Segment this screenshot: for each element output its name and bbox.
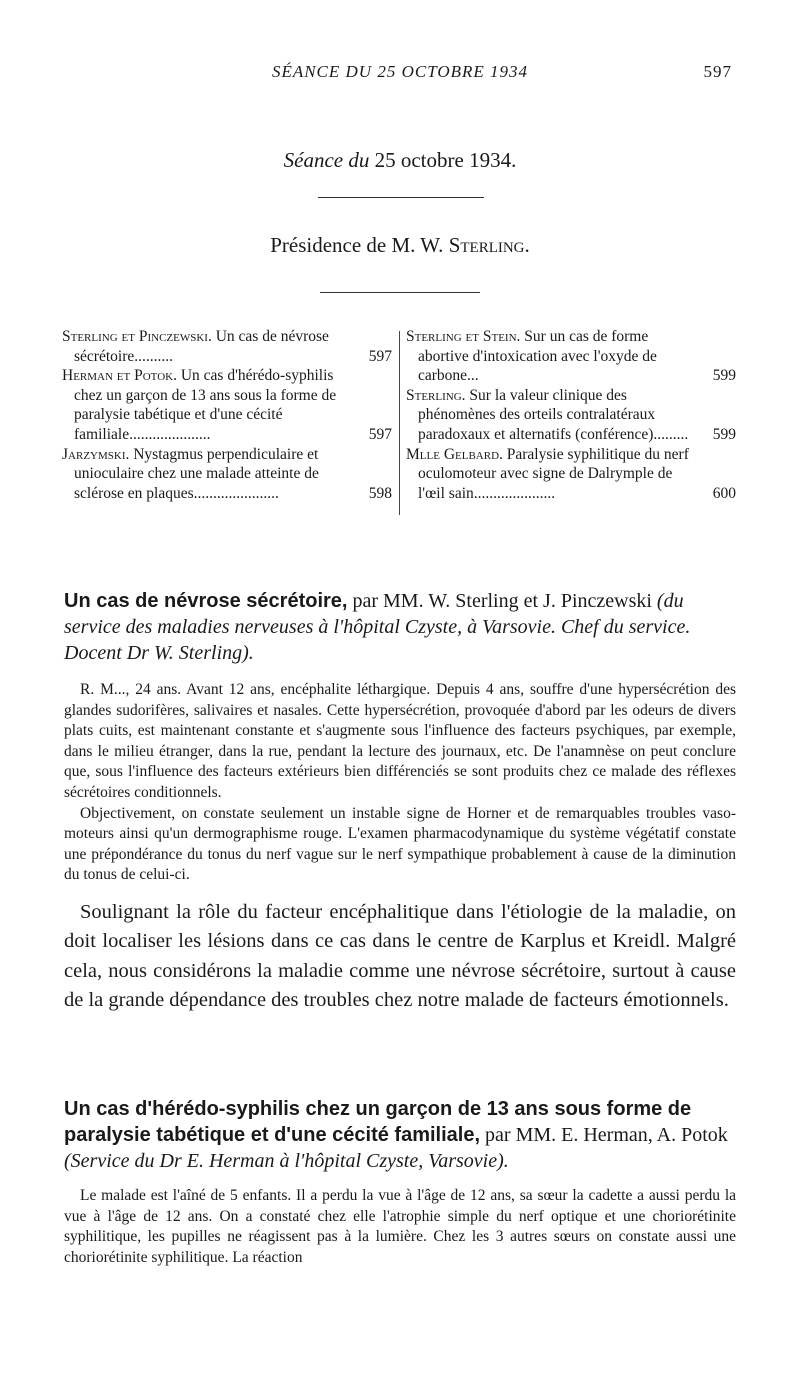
divider-rule: [320, 292, 480, 293]
toc-entry: [406, 445, 736, 504]
article-paragraph: Le malade est l'aîné de 5 enfants. Il a perdu la vue à l'âge de 12 ans, sa sœur la cadette a aussi perdu la vue à l'âge de 12 ans. On a constaté chez elle l'atrophie simple du nerf optique et une choriorétinite syphilitique, les pupilles ne réagissent pas à la lumière. Chez les 3 autres sœurs on constate aussi une choriorétinite syphilitique. La réaction: [64, 1187, 736, 1266]
article-title-bold: Un cas d'hérédo-syphilis chez un garçon de 13 ans sous forme de paralysie tabétique et d'une cécité familiale,: [64, 1098, 692, 1146]
article-heredo-syphilis: [64, 1096, 736, 1268]
toc-page: 600: [712, 484, 736, 502]
toc-authors: Sterling et Stein.: [406, 328, 521, 345]
toc-text: Nystagmus perpendiculaire et unioculaire chez une malade atteinte de sclérose en plaques......................: [74, 445, 319, 502]
article-affiliation: (du service des maladies nerveuses à l'hôpital Czyste, à Varsovie. Chef du service. Docent Dr W. Sterling).: [64, 590, 691, 664]
article-byline: par MM. W. Sterling et J. Pinczewski: [352, 590, 652, 612]
toc-text: Sur un cas de forme abortive d'intoxication avec l'oxyde de carbone...: [418, 328, 657, 385]
toc-entry: [406, 327, 736, 386]
toc-entry: [406, 386, 736, 445]
presidency-prefix: Présidence de M. W.: [270, 233, 444, 257]
toc-entry: [62, 445, 392, 504]
session-title-date: 25 octobre 1934.: [374, 148, 517, 172]
article-title: [64, 588, 736, 666]
article-paragraph: Soulignant la rôle du facteur encéphalitique dans l'étiologie de la maladie, on doit localiser les lésions dans ce cas dans le centre de Karplus et Kreidl. Malgré cela, nous considérons la maladie comme une névrose sécrétoire, surtout à cause de la grande dépendance des troubles chez notre malade de facteurs émotionnels.: [64, 900, 736, 1012]
president-name: Sterling.: [448, 233, 530, 257]
divider-rule: [318, 197, 484, 198]
toc-right-column: [406, 327, 736, 503]
toc-text: Un cas d'hérédo-syphilis chez un garçon de 13 ans sous la forme de paralysie tabétique et d'une cécité familiale.....................: [74, 367, 337, 443]
running-header: [0, 62, 800, 84]
toc-text: Sur la valeur clinique des phénomènes des orteils contralatéraux paradoxaux et alternatifs (conférence).........: [418, 386, 689, 443]
toc-entry: [62, 366, 392, 444]
toc-page: 597: [368, 347, 392, 365]
table-of-contents: [62, 327, 738, 517]
session-title-italic: Séance du: [283, 148, 370, 172]
toc-page: 598: [368, 484, 392, 502]
session-title: [0, 148, 800, 173]
toc-authors: Sterling et Pinczewski.: [62, 328, 212, 345]
toc-page: 599: [712, 367, 736, 385]
article-byline: par MM. E. Herman, A. Potok: [485, 1124, 728, 1146]
article-paragraph: Objectivement, on constate seulement un instable signe de Horner et de remarquables troubles vaso-moteurs ainsi qu'un dermographisme rouge. L'examen pharmacodynamique du système végétatif constate une prépondérance du tonus du nerf vague sur le nerf sympathique probablement à cause de la diminution du tonus de celui-ci.: [64, 804, 736, 884]
toc-left-column: [62, 327, 392, 503]
toc-authors: Herman et Potok.: [62, 367, 177, 385]
toc-page: 599: [712, 425, 736, 443]
toc-authors: Sterling.: [406, 386, 466, 404]
article-affiliation: (Service du Dr E. Herman à l'hôpital Czyste, Varsovie).: [64, 1150, 509, 1172]
toc-text: Paralysie syphilitique du nerf oculomoteur avec signe de Dalrymple de l'œil sain.....................: [418, 445, 689, 502]
page-number: 597: [703, 62, 732, 81]
running-title: SÉANCE DU 25 OCTOBRE 1934: [271, 62, 529, 81]
toc-column-divider: [399, 331, 400, 515]
article-title-bold: Un cas de névrose sécrétoire,: [64, 590, 348, 612]
article-neurose: [64, 588, 736, 1016]
toc-entry: [62, 327, 392, 366]
toc-page: 597: [368, 425, 392, 443]
article-paragraph: R. M..., 24 ans. Avant 12 ans, encéphalite léthargique. Depuis 4 ans, souffre d'une hypersécrétion des glandes sudorifères, salivaires et nasales. Cette hypersécrétion, provoquée d'abord par les odeurs de divers plats cuits, est maintenant constante et s'augmente sous l'influence des facteurs psychiques, par exemple, dans le milieu étranger, dans la rue, pendant la lecture des journaux, etc. De l'anamnèse on peut conclure que, sous l'influence des facteurs extérieurs bien différenciés se sont produits chez ce malade des réflexes sécrétoires conditionnels.: [64, 681, 736, 801]
toc-text: Un cas de névrose sécrétoire..........: [74, 328, 329, 365]
presidency-line: [0, 233, 800, 258]
article-title: [64, 1096, 736, 1174]
toc-authors: Jarzymski.: [62, 445, 130, 463]
toc-authors: Mlle Gelbard.: [406, 445, 503, 463]
